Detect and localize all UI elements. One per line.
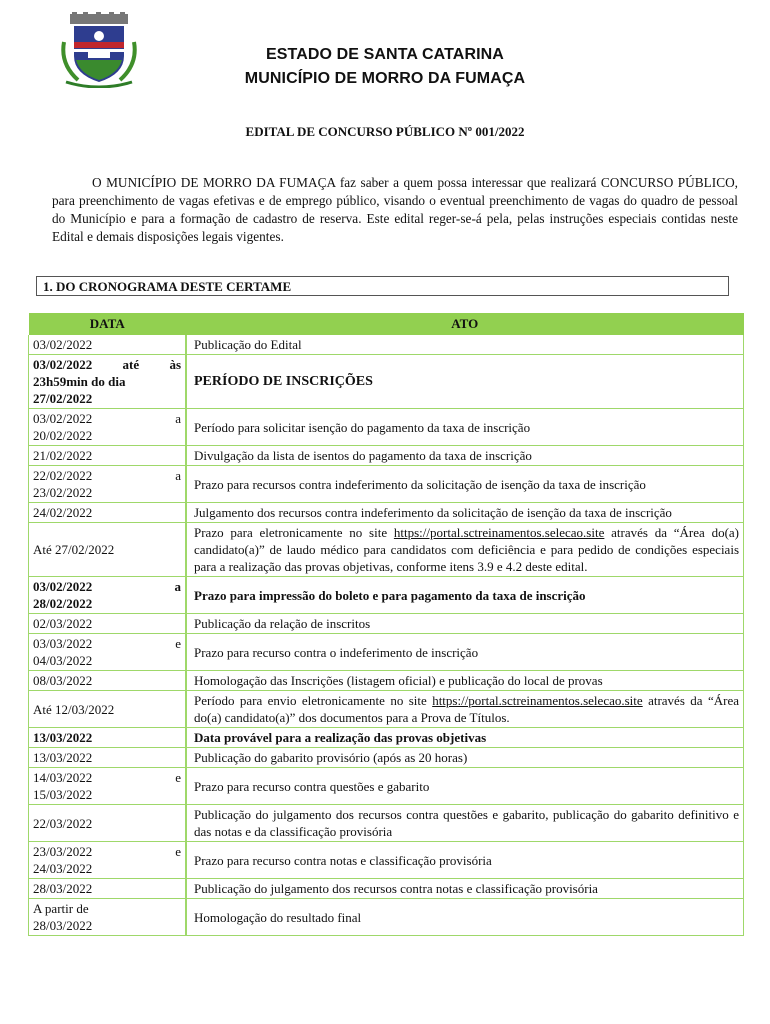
row-act: PERÍODO DE INSCRIÇÕES (186, 355, 744, 409)
table-row (29, 523, 744, 577)
table-row (29, 409, 744, 446)
row-act: Prazo para recurso contra o indeferimento de inscrição (186, 634, 744, 671)
row-act: Homologação do resultado final (186, 899, 744, 936)
row-date: 03/02/2022 até às 23h59min do dia 27/02/2022 (29, 355, 187, 409)
row-act: Publicação do Edital (186, 335, 744, 355)
row-date: 02/03/2022 (29, 614, 187, 634)
row-date: 23/03/2022 e 24/03/2022 (29, 842, 187, 879)
row-act: Publicação da relação de inscritos (186, 614, 744, 634)
row-date: 13/03/2022 (29, 748, 187, 768)
section-heading: 1. DO CRONOGRAMA DESTE CERTAME (36, 276, 729, 296)
table-row (29, 805, 744, 842)
row-date: Até 12/03/2022 (29, 691, 187, 728)
row-date: 14/03/2022 e 15/03/2022 (29, 768, 187, 805)
portal-link[interactable]: https://portal.sctreinamentos.selecao.site (393, 525, 605, 540)
row-date: Até 27/02/2022 (29, 523, 187, 577)
table-row (29, 768, 744, 805)
table-row (29, 728, 744, 748)
row-act: Prazo para recurso contra questões e gabarito (186, 768, 744, 805)
schedule-table (28, 313, 744, 936)
row-date: 03/02/2022 (29, 335, 187, 355)
column-header-ato: ATO (186, 313, 744, 335)
row-date: 08/03/2022 (29, 671, 187, 691)
row-act: Prazo para eletronicamente no site https://portal.sctreinamentos.selecao.site através da “Área do(a) candidato(a)” de laudo médico para candidatos com deficiência e para pedido de condições especiais para a realização das provas objetivas, conforme itens 3.9 e 4.2 deste edital. (186, 523, 744, 577)
table-header-row (29, 313, 744, 335)
row-date: 22/03/2022 (29, 805, 187, 842)
row-act: Prazo para recursos contra indeferimento da solicitação de isenção da taxa de inscrição (186, 466, 744, 503)
intro-paragraph: O MUNICÍPIO DE MORRO DA FUMAÇA faz saber a quem possa interessar que realizará CONCURSO PÚBLICO, para preenchimento de vagas efetivas e de emprego público, visando o eventual preenchimento de vagas do quadro de pessoal do Município e para a formação de cadastro de reserva. Este edital reger-se-á pela, pelas instruções especiais contidas neste Edital e demais disposições legais vigentes. (52, 175, 738, 244)
table-row (29, 879, 744, 899)
row-date: 22/02/2022 a 23/02/2022 (29, 466, 187, 503)
row-date: 13/03/2022 (29, 728, 187, 748)
municipal-crest-logo (58, 12, 140, 88)
table-row (29, 577, 744, 614)
table-row (29, 614, 744, 634)
edital-title: EDITAL DE CONCURSO PÚBLICO Nº 001/2022 (245, 124, 525, 139)
header-municipality: MUNICÍPIO DE MORRO DA FUMAÇA (244, 70, 526, 87)
table-row (29, 634, 744, 671)
row-act: Publicação do julgamento dos recursos contra questões e gabarito, publicação do gabarito definitivo e das notas e da classificação provisória (186, 805, 744, 842)
table-row (29, 899, 744, 936)
table-row (29, 355, 744, 409)
row-date: 21/02/2022 (29, 446, 187, 466)
table-row (29, 335, 744, 355)
table-row (29, 446, 744, 466)
row-date: 03/02/2022 a 28/02/2022 (29, 577, 187, 614)
row-act: Publicação do gabarito provisório (após as 20 horas) (186, 748, 744, 768)
row-act: Prazo para impressão do boleto e para pagamento da taxa de inscrição (186, 577, 744, 614)
row-date: 24/02/2022 (29, 503, 187, 523)
row-act: Período para envio eletronicamente no site https://portal.sctreinamentos.selecao.site através da “Área do(a) candidato(a)” dos documentos para a Prova de Títulos. (186, 691, 744, 728)
row-act: Prazo para recurso contra notas e classificação provisória (186, 842, 744, 879)
portal-link[interactable]: https://portal.sctreinamentos.selecao.site (432, 693, 643, 708)
row-date: A partir de 28/03/2022 (29, 899, 187, 936)
table-row (29, 503, 744, 523)
row-act: Data provável para a realização das provas objetivas (186, 728, 744, 748)
table-row (29, 691, 744, 728)
row-date: 03/02/2022 a 20/02/2022 (29, 409, 187, 446)
header-state: ESTADO DE SANTA CATARINA (266, 46, 504, 63)
column-header-data: DATA (29, 313, 187, 335)
row-act: Divulgação da lista de isentos do pagamento da taxa de inscrição (186, 446, 744, 466)
row-act: Homologação das Inscrições (listagem oficial) e publicação do local de provas (186, 671, 744, 691)
row-act: Publicação do julgamento dos recursos contra notas e classificação provisória (186, 879, 744, 899)
row-date: 28/03/2022 (29, 879, 187, 899)
row-act: Julgamento dos recursos contra indeferimento da solicitação de isenção da taxa de inscrição (186, 503, 744, 523)
row-act: Período para solicitar isenção do pagamento da taxa de inscrição (186, 409, 744, 446)
row-date: 03/03/2022 e 04/03/2022 (29, 634, 187, 671)
table-row (29, 748, 744, 768)
table-row (29, 671, 744, 691)
table-row (29, 842, 744, 879)
table-row (29, 466, 744, 503)
